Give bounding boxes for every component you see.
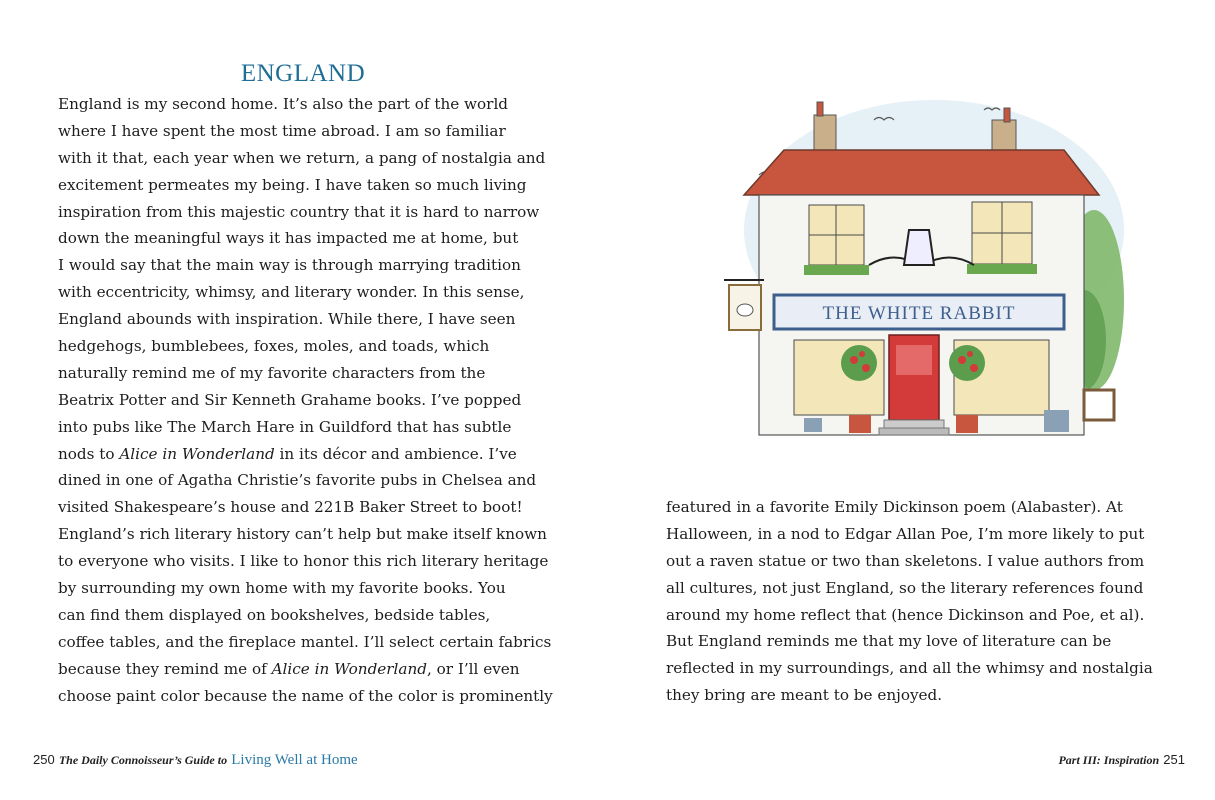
body-text [666, 494, 1153, 709]
text-line: choose paint color because the name of the color is prominently [58, 686, 553, 705]
page-number: 251 [1163, 752, 1185, 767]
text-line: by surrounding my own home with my favorite books. You [58, 579, 506, 598]
text-line: England is my second home. It’s also the part of the world [58, 95, 509, 113]
text-line [58, 441, 553, 468]
body-text [58, 91, 553, 709]
text-line: Halloween, in a nod to Edgar Allan Poe, I’m more likely to put [666, 524, 1145, 543]
text-line: inspiration from this majestic country that it is hard to narrow [58, 202, 540, 221]
text-line: visited Shakespeare’s house and 221B Baker Street to boot! [58, 498, 523, 517]
text-line: dined in one of Agatha Christie’s favorite pubs in Chelsea and [58, 471, 537, 490]
text-run: nods to [58, 444, 120, 463]
text-line: coffee tables, and the fireplace mantel. I’ll select certain fabrics [58, 632, 552, 651]
right-footer [1058, 752, 1185, 768]
text-line: with eccentricity, whimsy, and literary wonder. In this sense, [58, 283, 525, 302]
text-line: featured in a favorite Emily Dickinson poem (Alabaster). At [666, 498, 1123, 516]
running-head-accent: Living Well at Home [231, 752, 358, 768]
left-footer [33, 752, 358, 769]
text-line: Beatrix Potter and Sir Kenneth Grahame books. I’ve popped [58, 390, 522, 409]
text-line [58, 656, 553, 683]
text-line: down the meaningful ways it has impacted me at home, but [58, 229, 519, 248]
pub-illustration [724, 80, 1124, 460]
text-run: , or I’ll even [426, 659, 520, 678]
text-line: with it that, each year when we return, a pang of nostalgia and [58, 148, 546, 167]
text-line: I would say that the main way is through marrying tradition [58, 256, 521, 275]
text-run: in its décor and ambience. I’ve [274, 444, 517, 463]
text-line: can find them displayed on bookshelves, bedside tables, [58, 605, 491, 624]
text-line: all cultures, not just England, so the literary references found [666, 578, 1144, 597]
text-line: they bring are meant to be enjoyed. [666, 686, 943, 705]
text-line: England’s rich literary history can’t help but make itself known [58, 525, 547, 544]
text-line: where I have spent the most time abroad. I am so familiar [58, 121, 506, 140]
text-line: hedgehogs, bumblebees, foxes, moles, and toads, which [58, 337, 490, 356]
text-line: out a raven statue or two than skeletons. I value authors from [666, 551, 1145, 570]
right-page [607, 0, 1215, 800]
text-line: into pubs like The March Hare in Guildford that has subtle [58, 417, 512, 436]
running-head-section: Part III: Inspiration [1058, 753, 1160, 767]
text-line: excitement permeates my being. I have taken so much living [58, 175, 527, 194]
chapter-heading: ENGLAND [240, 60, 366, 87]
text-run: because they remind me of [58, 659, 272, 678]
italic-title: Alice in Wonderland [119, 444, 275, 463]
sign-text: THE WHITE RABBIT [822, 303, 1016, 324]
running-head-title: The Daily Connoisseur’s Guide to [58, 753, 228, 767]
italic-title: Alice in Wonderland [271, 659, 427, 678]
text-line: to everyone who visits. I like to honor this rich literary heritage [58, 552, 549, 571]
text-line: But England reminds me that my love of literature can be [666, 632, 1112, 651]
text-line: England abounds with inspiration. While there, I have seen [58, 310, 516, 329]
text-line: naturally remind me of my favorite characters from the [58, 363, 486, 382]
left-page [0, 0, 607, 800]
page-number: 250 [33, 752, 55, 767]
text-line: reflected in my surroundings, and all the whimsy and nostalgia [666, 659, 1153, 678]
text-line: around my home reflect that (hence Dickinson and Poe, et al). [666, 605, 1145, 624]
